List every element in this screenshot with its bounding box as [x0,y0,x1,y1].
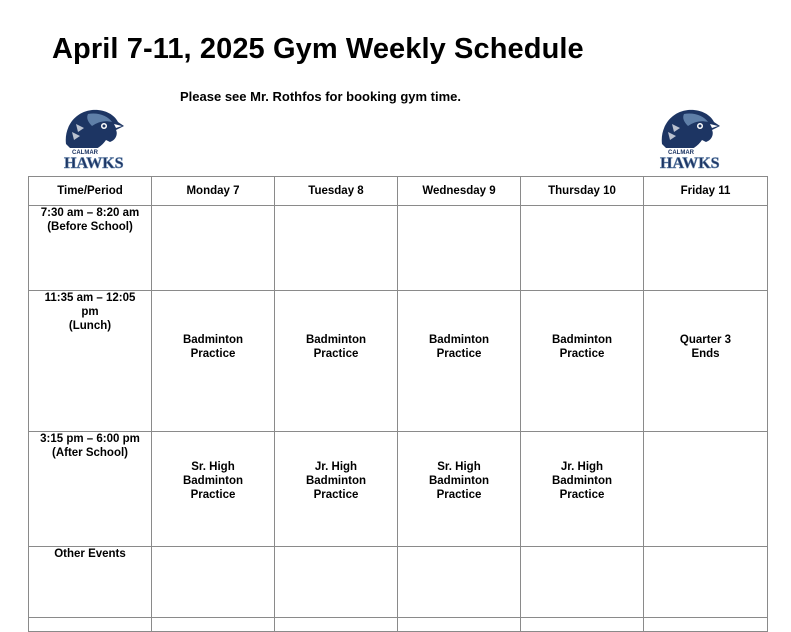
schedule-cell [152,547,275,618]
table-row [29,432,768,547]
schedule-cell [152,206,275,291]
page-title: April 7-11, 2025 Gym Weekly Schedule [52,33,584,65]
schedule-cell [644,206,768,291]
svg-text:HAWKS: HAWKS [660,155,720,172]
svg-text:CALMAR: CALMAR [72,150,98,156]
schedule-cell [275,618,398,632]
table-row [29,291,768,432]
schedule-cell: Badminton Practice [275,291,398,432]
schedule-cell [644,432,768,547]
hawk-mascot-icon [58,104,126,172]
svg-text:HAWKS: HAWKS [64,155,124,172]
time-period-cell: Other Events [29,547,152,618]
column-header-tuesday: Tuesday 8 [275,177,398,206]
schedule-cell: Badminton Practice [521,291,644,432]
schedule-cell [275,206,398,291]
column-header-time: Time/Period [29,177,152,206]
schedule-cell: Jr. High Badminton Practice [521,432,644,547]
schedule-cell [398,547,521,618]
schedule-cell [644,547,768,618]
table-row [29,618,768,632]
schedule-cell [521,618,644,632]
schedule-cell [398,618,521,632]
column-header-thursday: Thursday 10 [521,177,644,206]
schedule-cell [521,547,644,618]
column-header-monday: Monday 7 [152,177,275,206]
table-row [29,547,768,618]
table-row [29,206,768,291]
schedule-cell [152,618,275,632]
gym-schedule-table [28,176,768,632]
schedule-cell [644,618,768,632]
svg-text:CALMAR: CALMAR [668,150,694,156]
schedule-cell: Jr. High Badminton Practice [275,432,398,547]
time-period-cell: 7:30 am – 8:20 am (Before School) [29,206,152,291]
schedule-cell: Sr. High Badminton Practice [152,432,275,547]
schedule-cell: Quarter 3 Ends [644,291,768,432]
schedule-cell [398,206,521,291]
booking-note: Please see Mr. Rothfos for booking gym time. [180,89,462,104]
hawk-mascot-icon [654,104,722,172]
schedule-cell: Badminton Practice [152,291,275,432]
schedule-cell: Badminton Practice [398,291,521,432]
schedule-cell: Sr. High Badminton Practice [398,432,521,547]
column-header-friday: Friday 11 [644,177,768,206]
schedule-cell [521,206,644,291]
header-row [29,177,768,206]
time-period-cell: 3:15 pm – 6:00 pm (After School) [29,432,152,547]
column-header-wednesday: Wednesday 9 [398,177,521,206]
schedule-cell [275,547,398,618]
time-period-cell: 11:35 am – 12:05 pm (Lunch) [29,291,152,432]
time-period-cell [29,618,152,632]
